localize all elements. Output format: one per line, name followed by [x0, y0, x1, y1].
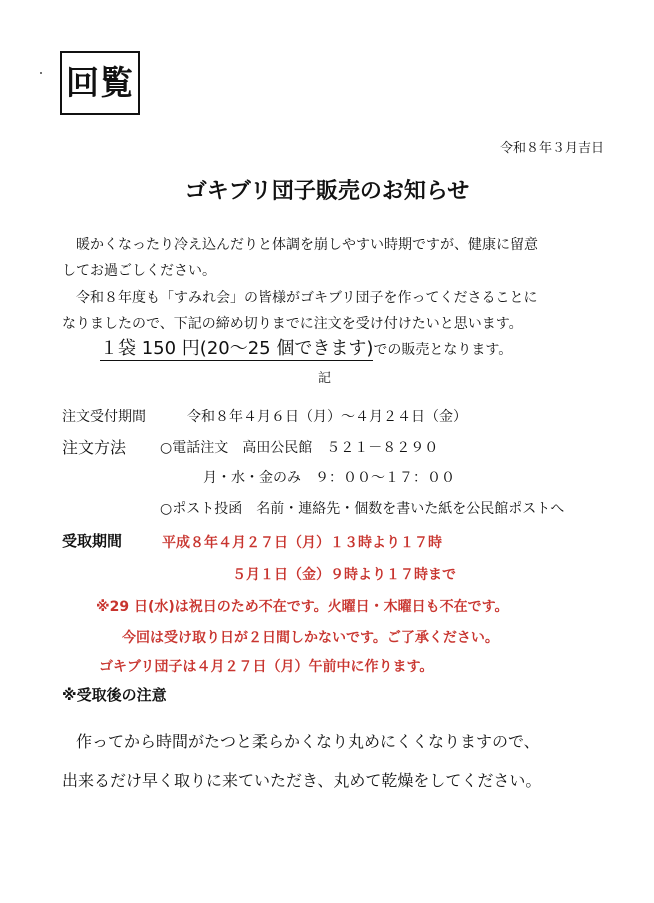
pickup-note-2: 今回は受け取り日が２日間しかないです。ご了承ください。	[122, 630, 499, 646]
pickup-label: 受取期間	[62, 532, 123, 550]
pickup-line-1: 平成８年４月２７日（月）１３時より１７時	[162, 535, 442, 551]
intro-line-2: してお過ごしください。	[62, 263, 216, 279]
pickup-note-3: ゴキブリ団子は４月２７日（月）午前中に作ります。	[99, 659, 434, 675]
after-notice-heading: ※受取後の注意	[62, 686, 167, 704]
after-notice-line-1: 作ってから時間がたつと柔らかくなり丸めにくくなりますので、	[76, 732, 540, 751]
page-title: ゴキブリ団子販売のお知らせ	[184, 179, 470, 204]
intro-line-1: 暖かくなったり冷え込んだりと体調を崩しやすい時期ですが、健康に留意	[76, 237, 538, 253]
pickup-line-2: ５月１日（金）９時より１７時まで	[232, 567, 456, 583]
scan-speck	[40, 72, 42, 74]
price-line	[100, 334, 512, 360]
order-period-value: 令和８年４月６日（月）～４月２４日（金）	[187, 409, 467, 425]
order-phone-line: ○電話注文 高田公民館 ５２１－８２９０	[160, 440, 439, 456]
intro-line-3: 令和８年度も「すみれ会」の皆様がゴキブリ団子を作ってくださることに	[76, 290, 538, 306]
circulation-stamp: 回覧	[60, 51, 140, 115]
order-period-label: 注文受付期間	[62, 409, 146, 425]
intro-line-4: なりましたので、下記の締め切りまでに注文を受け付けたいと思います。	[62, 316, 523, 332]
price-highlight: １袋 150 円(20～25 個できます)	[100, 338, 374, 359]
after-notice-line-2: 出来るだけ早く取りに来ていただき、丸めて乾燥をしてください。	[62, 771, 542, 790]
order-method-label: 注文方法	[62, 438, 127, 457]
price-tail: での販売となります。	[373, 342, 513, 358]
issue-date: 令和８年３月吉日	[499, 141, 604, 156]
pickup-note-1: ※29 日(水)は祝日のため不在です。火曜日・木曜日も不在です。	[96, 599, 509, 615]
order-hours-line: 月・水・金のみ ９：００～１７：００	[203, 470, 455, 486]
ki-marker: 記	[318, 371, 332, 386]
order-post-line: ○ポスト投函 名前・連絡先・個数を書いた紙を公民館ポストへ	[160, 501, 565, 517]
